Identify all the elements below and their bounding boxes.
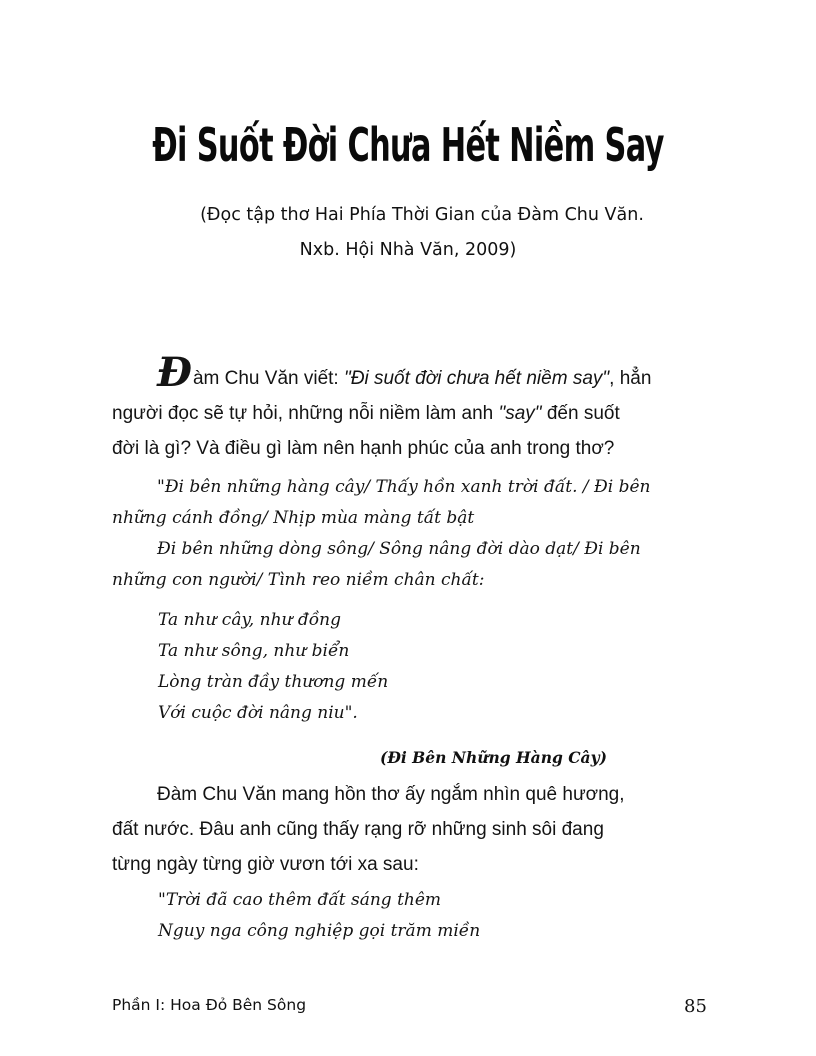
subtitle-line-2: Nxb. Hội Nhà Văn, 2009)	[299, 240, 517, 260]
quote-1-line-1: "Đi bên những hàng cây/ Thấy hồn xanh trời đất. / Đi bên	[157, 477, 651, 497]
paragraph-2-line-2: đất nước. Đâu anh cũng thấy rạng rỡ những sinh sôi đang	[112, 819, 604, 840]
verse-1-line-2: Ta như sông, như biển	[158, 641, 350, 661]
page-number: 85	[684, 996, 707, 1017]
say-quote: "say"	[498, 403, 542, 424]
chapter-title: Đi Suốt Đời Chưa Hết Niềm Say	[152, 118, 664, 172]
footer-section-title: Phần I: Hoa Đỏ Bên Sông	[112, 996, 307, 1014]
quote-1-line-2: những cánh đồng/ Nhịp mùa màng tất bật	[112, 508, 475, 528]
poem-source: (Đi Bên Những Hàng Cây)	[380, 748, 607, 767]
paragraph-1-line-1	[157, 349, 757, 396]
paragraph-2-line-1: Đàm Chu Văn mang hồn thơ ấy ngắm nhìn quê hương,	[157, 784, 625, 805]
verse-2-line-1: "Trời đã cao thêm đất sáng thêm	[158, 890, 442, 910]
paragraph-1-line-2-end: đến suốt	[541, 403, 620, 424]
drop-cap: Đ	[157, 349, 192, 396]
paragraph-1-line-3: đời là gì? Và điều gì làm nên hạnh phúc của anh trong thơ?	[112, 438, 615, 459]
quote-1-line-4: những con người/ Tình reo niềm chân chất:	[112, 570, 485, 590]
quote-1-line-3: Đi bên những dòng sông/ Sông nâng đời dào dạt/ Đi bên	[157, 539, 641, 559]
verse-2-line-2: Nguy nga công nghiệp gọi trăm miền	[158, 921, 481, 941]
verse-1-line-1: Ta như cây, như đồng	[158, 610, 341, 630]
paragraph-1-lead: àm Chu Văn viết:	[192, 368, 344, 389]
paragraph-1-line-2	[112, 403, 712, 425]
paragraph-1-after: , hẳn	[609, 368, 652, 389]
paragraph-1-line-2-text: người đọc sẽ tự hỏi, những nỗi niềm làm anh	[112, 403, 499, 424]
verse-1-line-4: Với cuộc đời nâng niu".	[158, 703, 358, 723]
paragraph-2-line-3: từng ngày từng giờ vươn tới xa sau:	[112, 854, 419, 875]
paragraph-1-quote: "Đi suốt đời chưa hết niềm say"	[344, 368, 610, 389]
subtitle-line-1: (Đọc tập thơ Hai Phía Thời Gian của Đàm Chu Văn.	[200, 205, 644, 225]
verse-1-line-3: Lòng tràn đầy thương mến	[158, 672, 389, 692]
